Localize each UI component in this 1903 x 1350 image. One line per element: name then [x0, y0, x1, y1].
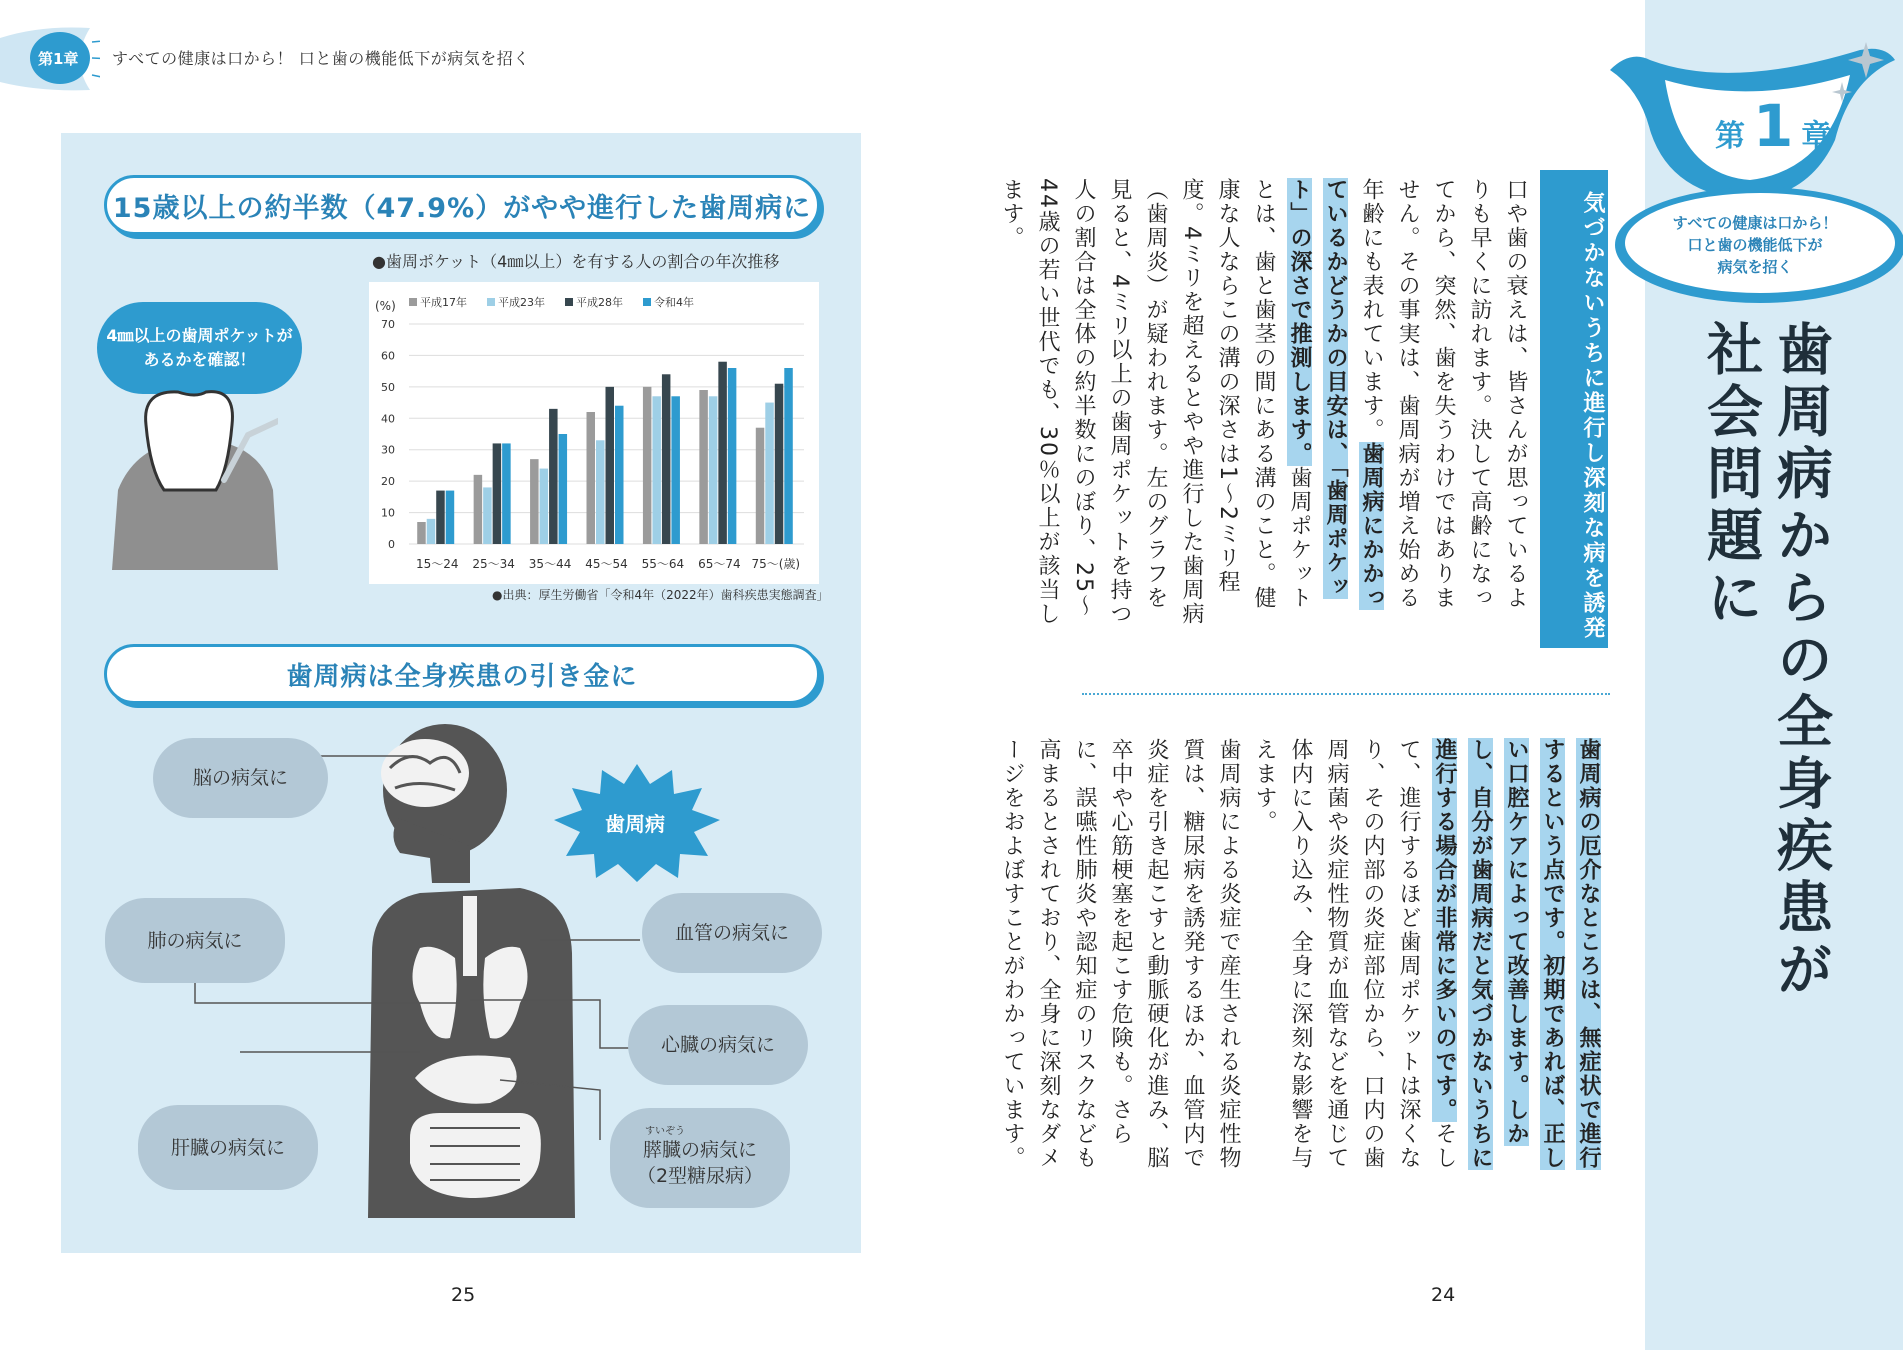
heart-disease-label [628, 1005, 808, 1085]
liver-disease-label [138, 1105, 318, 1190]
chart-y-tick: 20 [381, 475, 395, 489]
para2-text: そして、進行するほど歯周ポケットは深くなり、その内部の炎症部位から、口内の歯周病菌や炎症性物質が血管などを通じて体内に入り込み、全身に深刻な影響を与えます。 [1252, 738, 1457, 1170]
para2-highlight: 歯周病の厄介なところは、無症状で進行するという点です。初期であれば、正しい口腔ケアによって改善します。しかし、自分が歯周病だと気づかないうちに進行する場合が非常に多いのです。 [1432, 738, 1601, 1170]
chapter-badge-subtitle: すべての健康は口から！ 口と歯の機能低下が 病気を招く [1672, 214, 1838, 276]
lung-disease-label [105, 898, 285, 983]
chart-y-tick: 30 [381, 443, 395, 457]
para1-text-b: 歯周ポケットとは、歯と歯茎の間にある溝のこと。健康な人ならこの溝の深さは1～2ミリ程度。4ミリを超えるとやや進行した歯周病（歯周炎）が疑われます。左のグラフを見ると、4ミリ以上の歯周ポケットを持つ人の割合は全体の約半数にのぼり、25～44歳の若い世代でも、30％以上が該当します。 [999, 178, 1312, 626]
chapter-main-title [1695, 320, 1835, 1002]
brain-disease-label [153, 738, 328, 818]
chart-y-unit: (%) [375, 299, 396, 313]
pancreas-disease-label [610, 1108, 790, 1208]
para1-highlight: 歯周病にかかっているかどうかの目安は、「歯周ポケット」の深さで推測します。 [1287, 178, 1384, 610]
chapter-prefix: 第 [1715, 119, 1745, 154]
pancreas-ruby: すいぞう [645, 1126, 685, 1137]
page-number-right: 24 [1431, 1284, 1456, 1306]
chart-x-tick: 25～34 [472, 557, 515, 571]
body-text-upper [999, 178, 1533, 633]
chart-x-tick: 65～74 [698, 557, 741, 571]
starburst-label: 歯周病 [605, 812, 665, 836]
chart-x-tick: 15～24 [415, 557, 459, 571]
speech-bubble-text: 4㎜以上の歯周ポケットが あるかを確認！ [106, 326, 293, 369]
page-number-left: 25 [451, 1284, 476, 1306]
banner-systemic-disease: 歯周病は全身疾患の引き金に [104, 644, 820, 704]
main-title-line2: 社会問題に [1698, 320, 1763, 630]
chart-legend-label: 令和4年 [654, 296, 694, 309]
body-text-lower [1000, 738, 1606, 1193]
running-header-title: すべての健康は口から！ 口と歯の機能低下が病気を招く [112, 49, 530, 68]
chart-y-tick: 50 [381, 380, 395, 394]
chart-subtitle: ●歯周ポケット（4㎜以上）を有する人の割合の年次推移 [372, 252, 780, 271]
main-title-line1: 歯周病からの全身疾患が [1768, 320, 1833, 1002]
chart-y-tick: 60 [381, 349, 395, 363]
chart-y-tick: 10 [381, 506, 395, 520]
chart-y-tick: 70 [381, 318, 395, 331]
chart-x-tick: 55～64 [641, 557, 685, 571]
chapter-number: 1 [1753, 92, 1794, 160]
chart-y-tick: 40 [381, 412, 395, 426]
lung-disease-text: 肺の病気に [147, 929, 243, 952]
chart-legend-label: 平成28年 [576, 296, 623, 309]
heart-disease-text: 心臓の病気に [660, 1034, 775, 1056]
chart-x-tick: 75～(歳) [751, 557, 801, 571]
para1-text-a: 口や歯の衰えは、皆さんが思っているよりも早くに訪れます。決して高齢になってから、突然、歯を失うわけではありません。その事実は、歯周病が増え始める年齢にも表れています。 [1359, 178, 1528, 610]
vessel-disease-text: 血管の病気に [674, 922, 789, 944]
section-heading: 気づかないうちに進行し深刻な病を誘発 [1540, 170, 1608, 648]
chapter-heading [1715, 92, 1831, 160]
chart-legend-label: 平成23年 [498, 296, 545, 309]
pancreas-disease-subtext: （2型糖尿病） [636, 1165, 764, 1187]
chart-y-tick: 0 [388, 538, 395, 551]
chapter-tab-label: 第1章 [38, 50, 79, 68]
chart-x-tick: 45～54 [585, 557, 628, 571]
section-divider [1082, 693, 1610, 695]
chapter-suffix: 章 [1801, 119, 1832, 154]
para3-text: 歯周病による炎症で産生される炎症性物質は、糖尿病を誘発するほか、血管内で炎症を引き起こすと動脈硬化が進み、脳卒中や心筋梗塞を起こす危険も。さらに、誤嚥性肺炎や認知症のリスクなども高まるとされており、全身に深刻なダメージをおよぼすことがわかっています。 [1000, 738, 1241, 1170]
chart-source: ●出典：厚生労働省「令和4年（2022年）歯科疾患実態調査」 [492, 588, 829, 602]
vessel-disease-label [642, 893, 822, 973]
brain-disease-text: 脳の病気に [192, 767, 288, 789]
liver-disease-text: 肝臓の病気に [170, 1136, 285, 1159]
banner-periodontal-stat: 15歳以上の約半数（47.9%）がやや進行した歯周病に [104, 175, 820, 235]
chart-x-tick: 35～44 [528, 557, 572, 571]
chart-legend-label: 平成17年 [420, 296, 467, 309]
pancreas-disease-text: 膵臓の病気に [642, 1139, 757, 1161]
